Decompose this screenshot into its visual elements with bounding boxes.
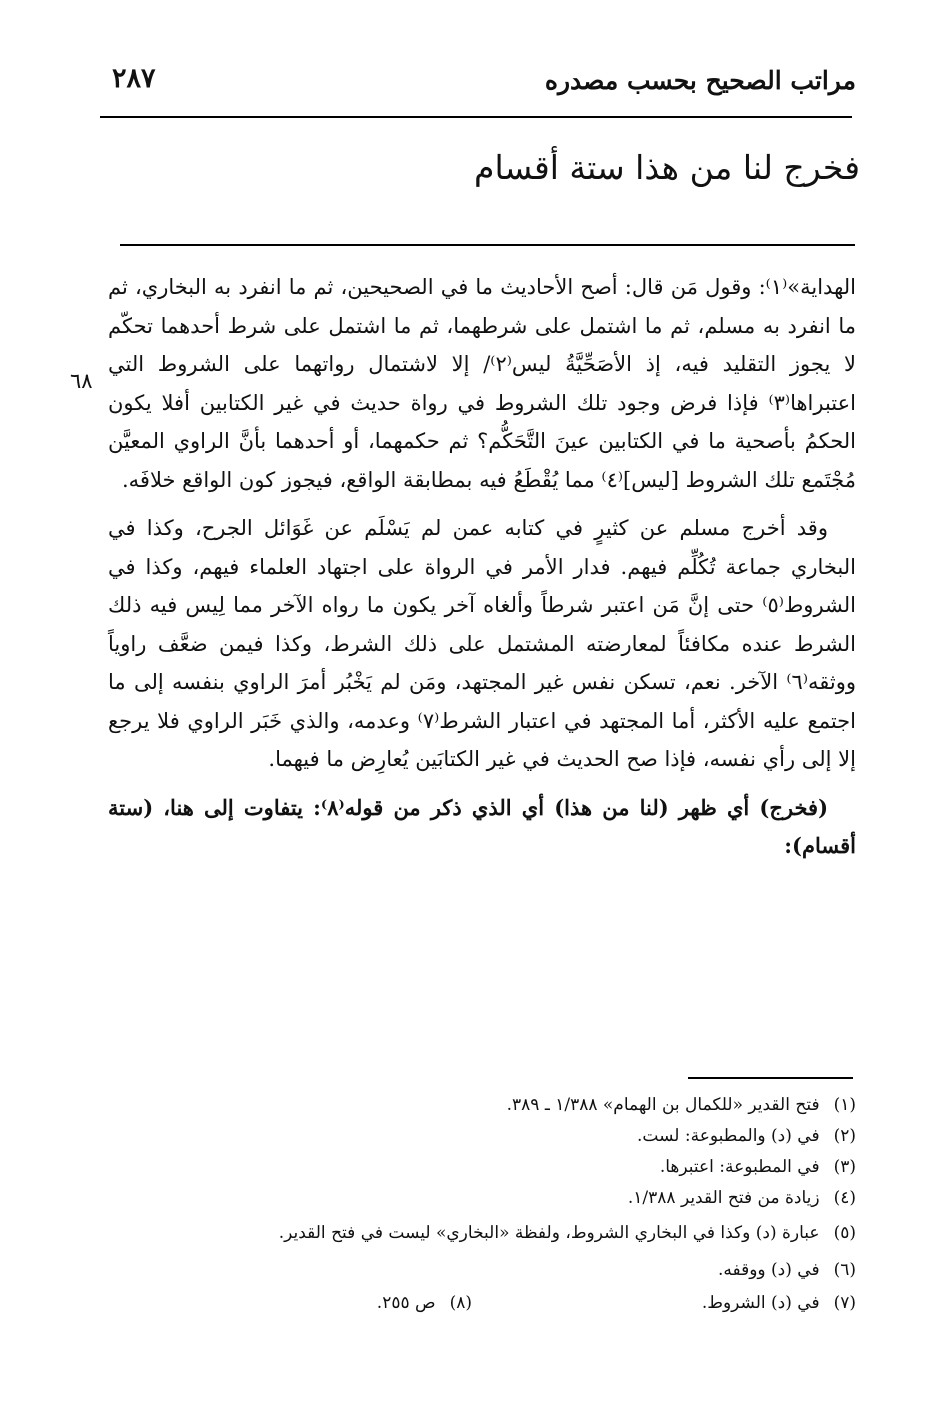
footnote-number: (١) [833,1095,856,1115]
commentary-paragraph-1: الهداية»⁽١⁾: وقول مَن قال: أصح الأحاديث ما في الصحيحين، ثم ما انفرد به البخاري، ثم ما انفرد به مسلم، ثم ما اشتمل على شرطهما، ثم ما اشتمل على شرط أحدهما تحكّم لا يجوز التقليد فيه، إذ الأصَحِّيَّةُ ليس⁽٢⁾/ إلا لاشتمال رواتهما على الشروط التي اعتبراها⁽٣⁾ فإذا فرض وجود تلك الشروط في رواة حديث في غير الكتابين أفلا يكون الحكمُ بأصحية ما في الكتابين عينَ التَّحَكُّم؟ ثم حكمهما، أو أحدهما بأنَّ الراوي المعيَّن مُجْتَمع تلك الشروط [ليس]⁽٤⁾ مما يُقْطَعُ فيه بمطابقة الواقع، فيجوز كون الواقع خلافَه. [108,275,856,492]
footnote-3 [660,1157,856,1177]
footnote-number: (٥) [833,1223,856,1243]
footnote-7 [702,1293,856,1313]
footnote-text: فتح القدير «للكمال بن الهمام» ١/٣٨٨ ـ ٣٨٩. [506,1095,820,1115]
footnote-1 [507,1095,856,1115]
footnote-text: عبارة (د) وكذا في البخاري الشروط، ولفظة «البخاري» ليست في فتح القدير. [278,1223,820,1243]
page-number: ٢٨٧ [112,63,156,94]
footnote-number: (٢) [833,1126,856,1146]
commentary-body [108,268,856,866]
footnote-text: زيادة من فتح القدير ١/٣٨٨. [627,1188,820,1208]
commentary-paragraph-2: وقد أخرج مسلم عن كثيرٍ في كتابه عمن لم يَسْلَم عن غَوَائل الجرح، وكذا في البخاري جماعة تُكُلِّم فيهم. فدار الأمر في الرواة على اجتهاد العلماء فيهم، وكذا في الشروط⁽٥⁾ حتى إنَّ مَن اعتبر شرطاً وألغاه آخر يكون ما رواه الآخر مما لِيس فيه ذلك الشرط عنده مكافئاً لمعارضته المشتمل على ذلك الشرط، وكذا فيمن ضعَّف راوياً ووثقه⁽٦⁾ الآخر. نعم، تسكن نفس غير المجتهد، ومَن لم يَخْبُر أمرَ الراوي بنفسه إلى ما اجتمع عليه الأكثر، أما المجتهد في اعتبار الشرط⁽٧⁾ وعدمه، والذي خَبَر الراوي فلا يرجع إلا إلى رأي نفسه، فإذا صح الحديث في غير الكتابَين يُعارِض ما فيهما. [108,516,856,771]
footnote-text: في (د) الشروط. [701,1293,820,1313]
footnote-text: في المطبوعة: اعتبرها. [659,1157,820,1177]
footnote-number: (٨) [449,1293,472,1313]
footnote-2 [637,1126,856,1146]
footnote-text: في (د) والمطبوعة: لست. [637,1126,820,1146]
footnote-6 [718,1260,856,1280]
footnote-8 [377,1293,472,1313]
matn-text: فخرج لنا من هذا ستة أقسام [474,148,860,187]
footnote-text: في (د) ووقفه. [717,1260,820,1280]
footnote-5 [279,1223,856,1243]
footnote-rule [688,1077,853,1079]
matn-separator-rule [120,244,855,246]
footnote-4 [628,1188,856,1208]
header-rule [100,116,852,118]
footnote-number: (٧) [833,1293,856,1313]
footnote-text: ص ٢٥٥. [376,1293,436,1313]
margin-page-number: ٦٨ [70,369,93,393]
footnote-number: (٦) [833,1260,856,1280]
running-title: مراتب الصحيح بحسب مصدره [544,66,856,95]
commentary-paragraph-3: (فخرج) أي ظهر (لنا من هذا) أي الذي ذكر من قوله⁽٨⁾: يتفاوت إلى هنا، (ستة أقسام): [108,794,856,858]
footnote-number: (٤) [833,1188,856,1208]
footnote-number: (٣) [833,1157,856,1177]
